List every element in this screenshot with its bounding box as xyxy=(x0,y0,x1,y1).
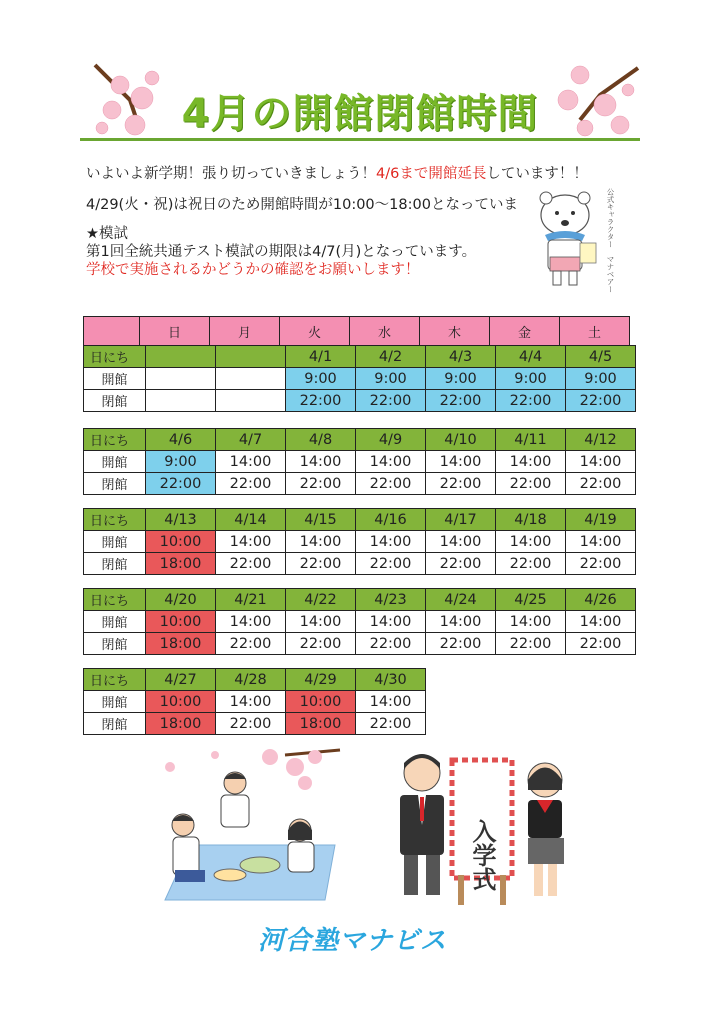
open-time-cell: 14:00 xyxy=(566,611,636,633)
date-cell: 4/2 xyxy=(356,346,426,368)
weekday-thu: 木 xyxy=(420,317,490,347)
open-time-cell: 14:00 xyxy=(356,531,426,553)
open-time-cell: 9:00 xyxy=(496,368,566,390)
open-time-cell: 14:00 xyxy=(216,611,286,633)
open-time-cell: 14:00 xyxy=(566,531,636,553)
row-label-open: 開館 xyxy=(84,691,146,713)
close-time-cell: 22:00 xyxy=(566,633,636,655)
date-cell: 4/14 xyxy=(216,509,286,531)
row-label-close: 閉館 xyxy=(84,390,146,412)
week-table-4 xyxy=(83,588,636,655)
date-cell: 4/17 xyxy=(426,509,496,531)
week-table-2 xyxy=(83,428,636,495)
mock-line: 第1回全統共通テスト模試の期限は4/7(月)となっています。 xyxy=(86,244,477,260)
mock-exam-notice xyxy=(86,225,476,279)
weekday-fri: 金 xyxy=(490,317,560,347)
close-time-cell: 22:00 xyxy=(146,473,216,495)
close-time-cell: 22:00 xyxy=(356,553,426,575)
cherry-blossom-right-icon xyxy=(550,60,640,140)
open-time-cell xyxy=(146,368,216,390)
date-cell: 4/3 xyxy=(426,346,496,368)
title-underline xyxy=(80,138,640,141)
calendar-header xyxy=(83,316,630,347)
row-label-date: 日にち xyxy=(84,669,146,691)
character-label: 公式キャラクター マナベアー xyxy=(606,188,615,293)
close-time-cell: 18:00 xyxy=(146,633,216,655)
row-label-open: 開館 xyxy=(84,531,146,553)
sign-text: 入学式 xyxy=(468,819,496,891)
open-time-cell: 14:00 xyxy=(216,531,286,553)
date-cell: 4/18 xyxy=(496,509,566,531)
close-time-cell: 22:00 xyxy=(426,633,496,655)
date-cell: 4/5 xyxy=(566,346,636,368)
row-label-date: 日にち xyxy=(84,589,146,611)
close-time-cell xyxy=(146,390,216,412)
close-time-cell: 22:00 xyxy=(566,553,636,575)
open-time-cell: 14:00 xyxy=(356,451,426,473)
date-cell: 4/12 xyxy=(566,429,636,451)
close-time-cell: 22:00 xyxy=(426,390,496,412)
brand-logo: 河合塾マナビス xyxy=(258,926,448,956)
date-cell: 4/29 xyxy=(286,669,356,691)
date-cell: 4/10 xyxy=(426,429,496,451)
close-time-cell: 22:00 xyxy=(216,473,286,495)
row-label-close: 閉館 xyxy=(84,713,146,735)
close-time-cell: 22:00 xyxy=(216,553,286,575)
header-corner xyxy=(84,317,140,347)
date-cell: 4/4 xyxy=(496,346,566,368)
row-label-open: 開館 xyxy=(84,451,146,473)
row-label-date: 日にち xyxy=(84,509,146,531)
row-label-open: 開館 xyxy=(84,611,146,633)
date-cell: 4/28 xyxy=(216,669,286,691)
open-time-cell: 10:00 xyxy=(146,531,216,553)
open-time-cell: 14:00 xyxy=(496,611,566,633)
date-cell: 4/15 xyxy=(286,509,356,531)
close-time-cell: 22:00 xyxy=(496,553,566,575)
date-cell: 4/11 xyxy=(496,429,566,451)
week-table-1 xyxy=(83,345,636,412)
close-time-cell xyxy=(216,390,286,412)
week-table-5 xyxy=(83,668,426,735)
date-cell: 4/25 xyxy=(496,589,566,611)
row-label-date: 日にち xyxy=(84,429,146,451)
close-time-cell: 22:00 xyxy=(216,713,286,735)
open-time-cell: 14:00 xyxy=(216,451,286,473)
date-cell: 4/16 xyxy=(356,509,426,531)
open-time-cell: 9:00 xyxy=(426,368,496,390)
date-cell: 4/6 xyxy=(146,429,216,451)
close-time-cell: 22:00 xyxy=(286,633,356,655)
date-cell xyxy=(216,346,286,368)
open-time-cell: 14:00 xyxy=(426,531,496,553)
open-time-cell: 14:00 xyxy=(496,531,566,553)
open-time-cell: 9:00 xyxy=(286,368,356,390)
open-time-cell: 9:00 xyxy=(356,368,426,390)
row-label-close: 閉館 xyxy=(84,553,146,575)
open-time-cell: 9:00 xyxy=(146,451,216,473)
close-time-cell: 18:00 xyxy=(286,713,356,735)
row-label-date: 日にち xyxy=(84,346,146,368)
date-cell: 4/8 xyxy=(286,429,356,451)
close-time-cell: 22:00 xyxy=(286,390,356,412)
open-time-cell: 14:00 xyxy=(566,451,636,473)
date-cell: 4/22 xyxy=(286,589,356,611)
title-banner xyxy=(80,60,640,145)
date-cell: 4/27 xyxy=(146,669,216,691)
close-time-cell: 22:00 xyxy=(496,633,566,655)
close-time-cell: 22:00 xyxy=(566,473,636,495)
mock-title: ★模試 xyxy=(86,226,128,242)
row-label-close: 閉館 xyxy=(84,473,146,495)
open-time-cell: 14:00 xyxy=(356,691,426,713)
open-time-cell: 14:00 xyxy=(286,531,356,553)
close-time-cell: 22:00 xyxy=(286,473,356,495)
row-label-open: 開館 xyxy=(84,368,146,390)
open-time-cell: 14:00 xyxy=(496,451,566,473)
date-cell: 4/20 xyxy=(146,589,216,611)
weekday-sun: 日 xyxy=(140,317,210,347)
date-cell: 4/13 xyxy=(146,509,216,531)
open-time-cell: 14:00 xyxy=(426,451,496,473)
close-time-cell: 18:00 xyxy=(146,553,216,575)
date-cell: 4/7 xyxy=(216,429,286,451)
date-cell xyxy=(146,346,216,368)
date-cell: 4/30 xyxy=(356,669,426,691)
open-time-cell: 14:00 xyxy=(356,611,426,633)
open-time-cell: 14:00 xyxy=(216,691,286,713)
open-time-cell: 14:00 xyxy=(426,611,496,633)
row-label-close: 閉館 xyxy=(84,633,146,655)
weekday-mon: 月 xyxy=(210,317,280,347)
picnic-illustration-icon xyxy=(155,745,345,910)
weekday-sat: 土 xyxy=(560,317,630,347)
date-cell: 4/26 xyxy=(566,589,636,611)
weekday-wed: 水 xyxy=(350,317,420,347)
mock-red-line: 学校で実施されるかどうかの確認をお願いします！ xyxy=(86,262,420,278)
date-cell: 4/19 xyxy=(566,509,636,531)
entrance-ceremony-illustration-icon xyxy=(390,745,580,910)
weekday-tue: 火 xyxy=(280,317,350,347)
intro-line-2: 4/29(火・祝)は祝日のため開館時間が10:00～18:00となっていま xyxy=(86,197,518,213)
close-time-cell: 22:00 xyxy=(356,390,426,412)
close-time-cell: 22:00 xyxy=(426,473,496,495)
date-cell: 4/21 xyxy=(216,589,286,611)
open-time-cell: 10:00 xyxy=(146,611,216,633)
date-cell: 4/1 xyxy=(286,346,356,368)
open-time-cell: 10:00 xyxy=(286,691,356,713)
date-cell: 4/24 xyxy=(426,589,496,611)
intro-line-1: いよいよ新学期！張り切っていきましょう！4/6まで開館延長しています！！ xyxy=(86,166,588,182)
close-time-cell: 22:00 xyxy=(496,390,566,412)
open-time-cell: 14:00 xyxy=(286,611,356,633)
close-time-cell: 22:00 xyxy=(566,390,636,412)
page-title: 4月の開館閉館時間 xyxy=(181,91,539,137)
week-table-3 xyxy=(83,508,636,575)
close-time-cell: 22:00 xyxy=(356,713,426,735)
open-time-cell: 10:00 xyxy=(146,691,216,713)
close-time-cell: 22:00 xyxy=(216,633,286,655)
close-time-cell: 22:00 xyxy=(356,633,426,655)
open-time-cell: 9:00 xyxy=(566,368,636,390)
close-time-cell: 22:00 xyxy=(356,473,426,495)
date-cell: 4/23 xyxy=(356,589,426,611)
close-time-cell: 22:00 xyxy=(286,553,356,575)
date-cell: 4/9 xyxy=(356,429,426,451)
close-time-cell: 18:00 xyxy=(146,713,216,735)
close-time-cell: 22:00 xyxy=(496,473,566,495)
open-time-cell xyxy=(216,368,286,390)
open-time-cell: 14:00 xyxy=(286,451,356,473)
close-time-cell: 22:00 xyxy=(426,553,496,575)
